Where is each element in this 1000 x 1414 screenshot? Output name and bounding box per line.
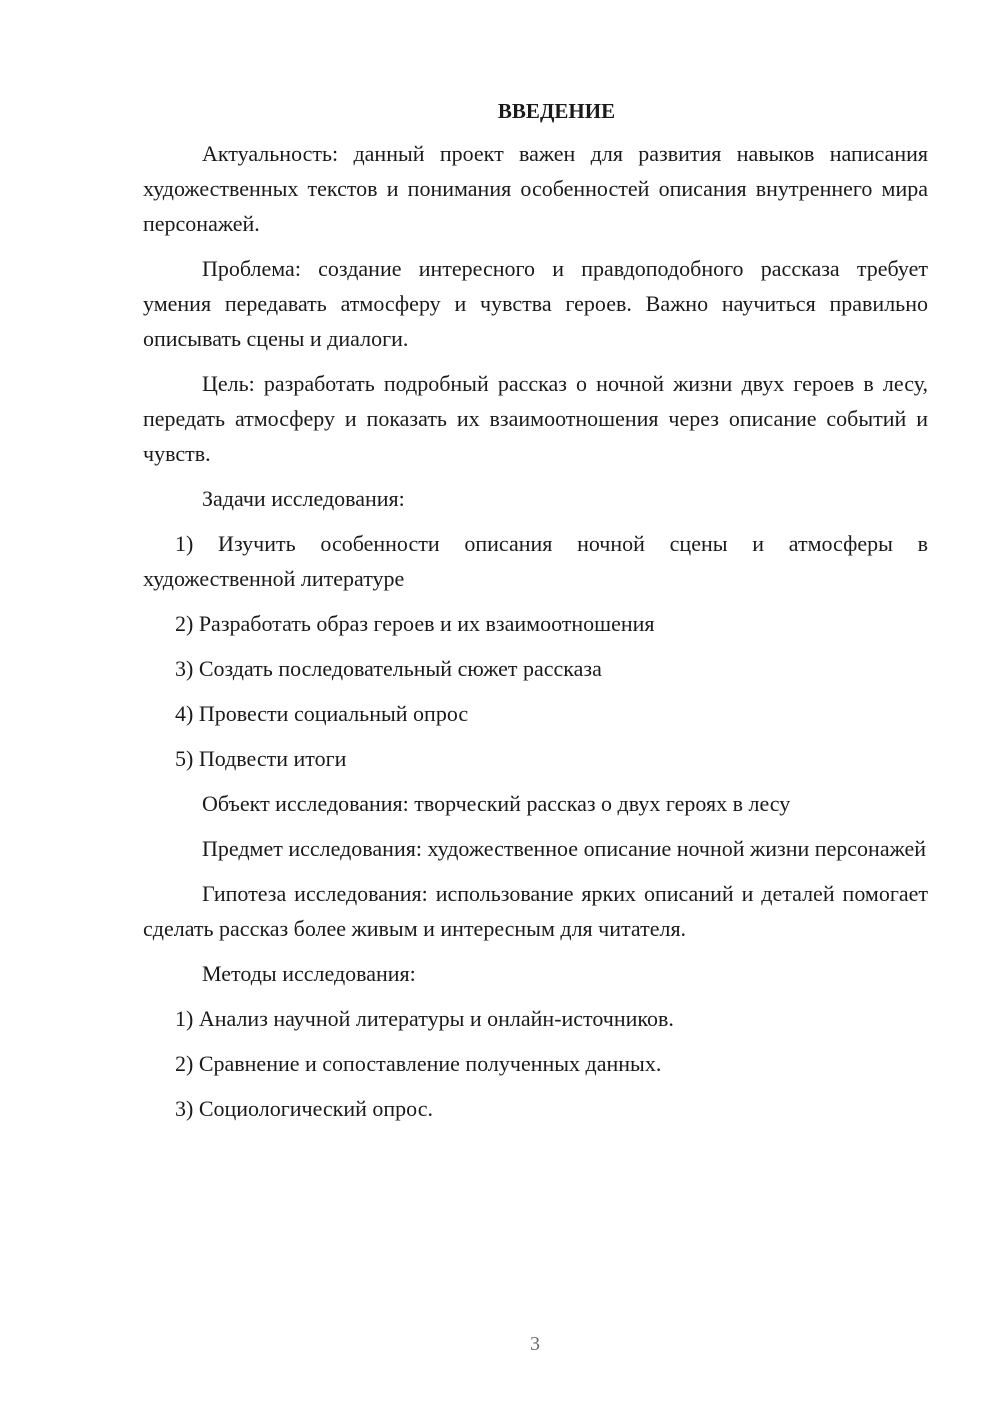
object-paragraph: Объект исследования: творческий рассказ о двух героях в лесу [202,791,791,816]
method-item-3: 3) Социологический опрос. [175,1096,433,1121]
task-item-3: 3) Создать последовательный сюжет рассказа [175,656,602,681]
task-item-5: 5) Подвести итоги [175,746,347,771]
task-item-1: 1) Изучить особенности описания ночной сцены и атмосферы в художественной литературе [143,531,928,591]
hypothesis-paragraph: Гипотеза исследования: использование ярких описаний и деталей помогает сделать рассказ более живым и интересным для читателя. [143,881,928,941]
goal-paragraph: Цель: разработать подробный рассказ о ночной жизни двух героев в лесу, передать атмосферу и показать их взаимоотношения через описание событий и чувств. [143,371,928,466]
subject-paragraph: Предмет исследования: художественное описание ночной жизни персонажей [202,836,927,861]
page-content [143,96,928,1136]
method-item-1: 1) Анализ научной литературы и онлайн-источников. [175,1006,674,1031]
task-item-4: 4) Провести социальный опрос [175,701,469,726]
task-item-2: 2) Разработать образ героев и их взаимоотношения [175,611,655,636]
method-item-2: 2) Сравнение и сопоставление полученных данных. [175,1051,662,1076]
tasks-heading: Задачи исследования: [202,486,405,511]
problem-paragraph: Проблема: создание интересного и правдоподобного рассказа требует умения передавать атмосферу и чувства героев. Важно научиться правильно описывать сцены и диалоги. [143,256,928,351]
methods-heading: Методы исследования: [202,961,416,986]
page-number: 3 [530,1333,540,1355]
page-title: ВВЕДЕНИЕ [497,99,616,123]
relevance-paragraph: Актуальность: данный проект важен для развития навыков написания художественных текстов и понимания особенностей описания внутреннего мира персонажей. [143,141,928,236]
